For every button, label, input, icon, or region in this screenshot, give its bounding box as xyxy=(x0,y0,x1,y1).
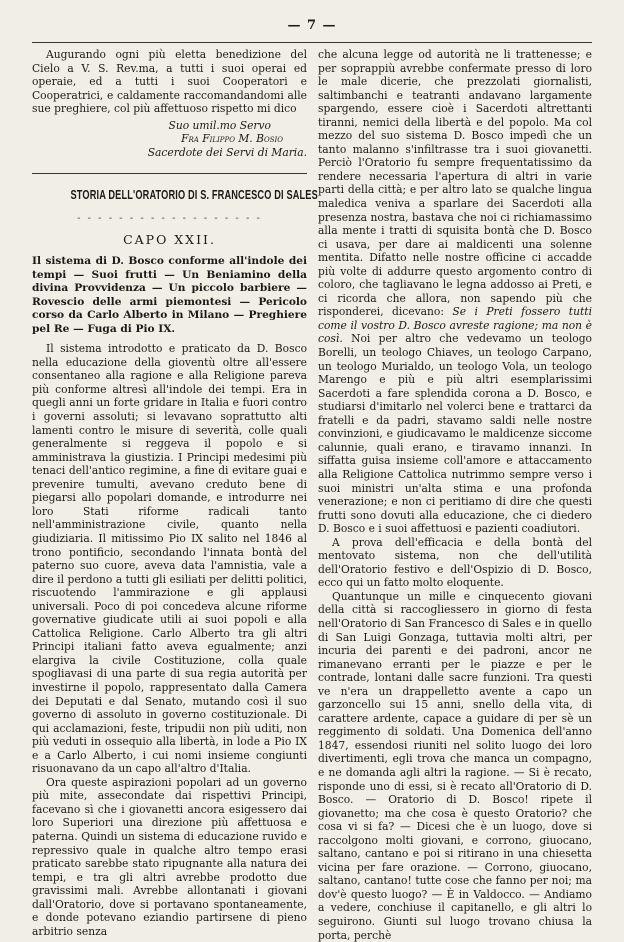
signature-block xyxy=(32,119,307,160)
letter-signer-title: Sacerdote dei Servi di Maria. xyxy=(147,145,307,159)
body-paragraph-3 xyxy=(318,48,592,536)
body-text: che alcuna legge od autorità ne li trattenesse; e per soprappiù avrebbe confermate presso di loro le male dicerie, che prezzolati giornalisti, saltimbanchi e teatranti andavano largamente spargendo, essere cioè i Sacerdoti altrettanti tiranni, nemici della libertà e del popolo. Ma col mezzo del suo sistema D. Bosco impedì che un tanto malanno s'infiltrasse tra i suoi giovanetti. Perciò l'Oratorio fu sempre frequentatissimo da rendere necessaria l'apertura di altri in varie parti della città; e per altro lato se qualche lingua maledica veniva a sparlare dei Sacerdoti alla presenza nostra, bastava che noi ci richiamassimo alla mente i tratti di squisita bontà che D. Bosco ci usava, per dare ai maldicenti una solenne mentita. Difatto nelle nostre officine ci accadde più volte di addurre questo argomento contro di coloro, che tagliavano le legna addosso ai Preti, e ci ricorda che allora, non sapendo più che risponderei, dicevano: xyxy=(318,48,592,319)
section-divider xyxy=(32,173,307,174)
letter-signer: Fra Filippo M. Bosio xyxy=(181,132,283,146)
chapter-summary: Il sistema di D. Bosco conforme all'indole dei tempi — Suoi frutti — Un Beniamino della divina Provvidenza — Un piccolo barbiere — Rovescio delle armi piemontesi — Pericolo corso da Carlo Alberto in Milano — Preghiere pel Re — Fuga di Pio IX. xyxy=(32,255,307,335)
ornament-divider: - - - - - - - - - - - - - - - - - - xyxy=(77,212,262,224)
section-title: STORIA DELL'ORATORIO DI S. FRANCESCO DI SALES xyxy=(70,187,318,203)
header-rule xyxy=(32,42,592,43)
body-paragraph-2: Ora queste aspirazioni popolari ad un governo più mite, assecondate dai rispettivi Principi, facevano sì che i giovanetti ancora esigessero dai loro Superiori una direzione più affettuosa e paterna. Quindi un sistema di educazione ruvido e repressivo quale in qualche altro tempo erasi praticato sarebbe stato ripugnante alla natura dei tempi, e tra gli altri avrebbe prodotto due gravissimi mali. Avrebbe allontanati i giovani dall'Oratorio, dove si portavano spontaneamente, e donde potevano eziandio partirsene di pieno arbitrio senza xyxy=(32,775,307,938)
body-paragraph-1: Il sistema introdotto e praticato da D. Bosco nella educazione della gioventù oltre all'essere consentaneo alla ragione e alla Religione pareva più conforme altresì all'indole dei tempi. Era in quegli anni un forte gridare in Italia e fuori contro i governi assoluti; si levavano soprattutto alti lamenti contro le misure di severità, colle quali generalmente si reggeva il popolo e si amministrava la giustizia. I Principi medesimi più tenaci dell'antico regimine, a fine di evitare guai e prevenire tumulti, avevano creduto bene di piegarsi allo popolari domande, e introdurre nei loro Stati riforme radicali tanto nell'amministrazione civile, quanto nella giudiziaria. Il mitissimo Pio IX salito nel 1846 al trono pontificio, secondando l'innata bontà del paterno suo cuore, aveva data l'amnistia, vale a dire il perdono a tutti gli esiliati per delitti politici, riscuotendo l'ammirazione e gli applausi universali. Poco di poi concedeva alcune riforme governative giudicate utili ai suoi popoli e alla Cattolica Religione. Carlo Alberto tra gli altri Principi italiani fatto aveva egualmente; anzi elargiva la civile Costituzione, colla quale spogliavasi di una parte di sua regia autorità per investirne il popolo, rappresentato dalla Camera dei Deputati e dal Senato, mutando così il suo governo di assoluto in governo costituzionale. Di qui acclamazioni, feste, tripudii non più uditi, non più veduti in ossequio alla libertà, in lode a Pio IX e a Carlo Alberto, i cui nomi insieme congiunti risuonavano da un capo all'altro d'Italia. xyxy=(32,342,307,776)
left-column xyxy=(32,48,318,938)
right-column xyxy=(318,48,592,942)
body-paragraph-5: Quantunque un mille e cinquecento giovani della città si raccogliessero in giorno di festa nell'Oratorio di San Francesco di Sales e in quello di San Luigi Gonzaga, tuttavia molti altri, per incuria dei parenti e dei padroni, ancor ne rimanevano erranti per le piazze e per le contrade, lontani dalle sacre funzioni. Tra questi ve n'era un drappelletto avente a capo un garzoncello sui 15 anni, snello della vita, di carattere ardente, capace a guidare di per sè un reggimento di soldati. Una Domenica dell'anno 1847, essendosi riuniti nel solito luogo dei loro divertimenti, egli trova che manca un compagno, e ne domanda agli altri la ragione. — Si è recato, risponde uno di essi, si è recato all'Oratorio di D. Bosco. — Oratorio di D. Bosco! ripete il giovanetto; ma che cosa è questo Oratorio? che cosa vi si fa? — Dicesi che è un luogo, dove si raccolgono molti giovani, e corrono, giuocano, saltano, cantano e poi si ritirano in una chiesetta vicina per fare orazione. — Corrono, giuocano, saltano, cantano! tutte cose che fanno per noi; ma dov'è questo luogo? — È in Valdocco. — Andiamo a vedere, conchiuse il capitanello, e gli altri lo seguirono. Giunti sul luogo trovano chiusa la porta, perchè xyxy=(318,589,592,942)
body-text: Noi per altro che vedevamo un teologo Borelli, un teologo Chiaves, un teologo Carpano, un teologo Murialdo, un teologo Vola, un teologo Marengo e più e più altri esemplarissimi Sacerdoti a fare splendida corona a D. Bosco, e studiarsi d'imitarlo nel volerci bene e trattarci da fratelli e da padri, stavamo saldi nelle nostre convinzioni, e giudicavamo le maldicenze siccome calunnie, quali erano, e tiravamo innanzi. In siffatta guisa insieme coll'amore e attaccamento alla Religione Cattolica nutrimmo sempre verso i suoi ministri un'alta stima e una profonda venerazione; e non ci peritiamo di dire che questi frutti sono dovuti alla educazione, che ci diedero D. Bosco e i suoi affettuosi e pazienti coadiutori. xyxy=(318,332,592,536)
body-paragraph-4: A prova dell'efficacia e della bontà del mentovato sistema, non che dell'utilità dell'Oratorio festivo e dell'Ospizio di D. Bosco, ecco qui un fatto molto eloquente. xyxy=(318,535,592,590)
letter-paragraph: Augurando ogni più eletta benedizione del Cielo a V. S. Rev.ma, a tutti i suoi operai ed operaie, ed a tutti i suoi Cooperatori e Cooperatrici, e caldamente raccomandandomi alle sue preghiere, col più affettuoso rispetto mi dico xyxy=(32,48,307,116)
quoted-reply: Se i Preti fossero tutti come il vostro D. Bosco avreste ragione; ma non è così. xyxy=(318,305,592,346)
letter-closing: Suo umil.mo Servo xyxy=(168,118,271,132)
chapter-heading: CAPO XXII. xyxy=(123,232,216,248)
page-number: — 7 — xyxy=(287,18,337,33)
